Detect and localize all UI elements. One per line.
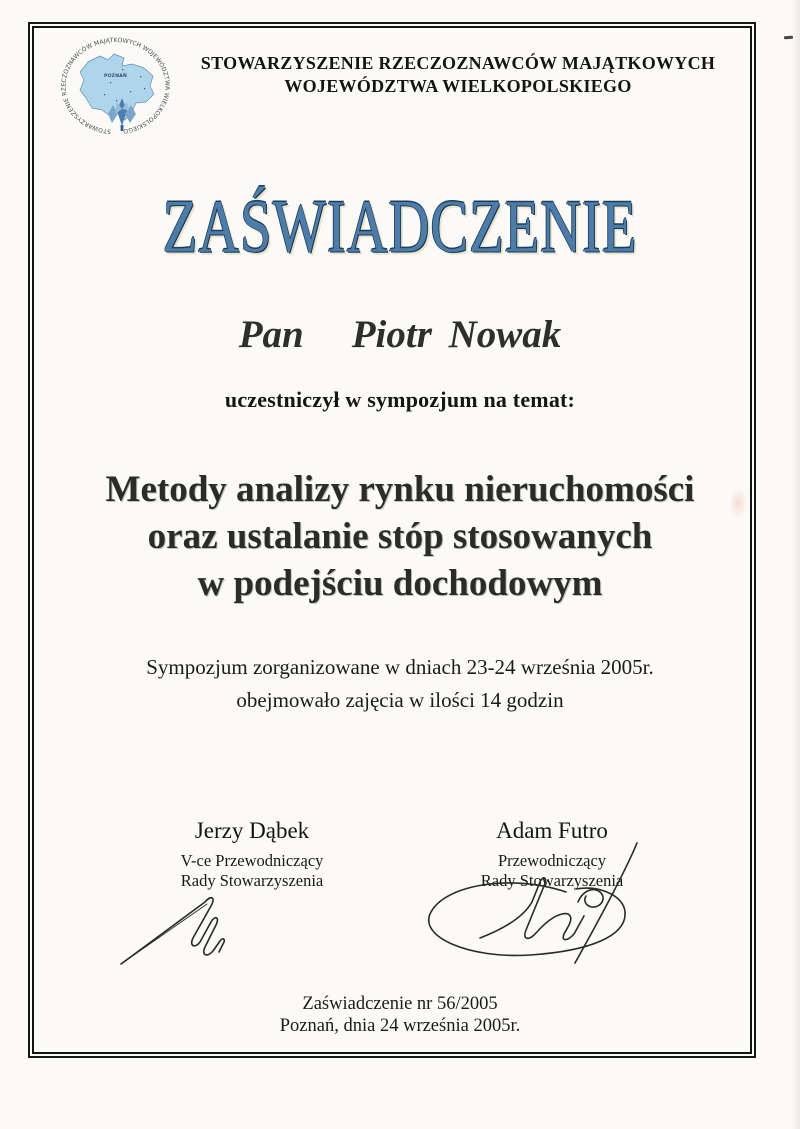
- symposium-details: [0, 651, 800, 717]
- map-label-poznan: POZNAŃ: [104, 74, 128, 79]
- organization-name-line1: STOWARZYSZENIE RZECZOZNAWCÓW MAJĄTKOWYCH: [200, 53, 716, 73]
- symposium-subject: [0, 466, 800, 607]
- certificate-title: ZAŚWIADCZENIE: [162, 185, 638, 269]
- signer-role-left-line2: Rady Stowarzyszenia: [180, 871, 324, 890]
- details-line1: Sympozjum zorganizowane w dniach 23-24 września 2005r.: [146, 655, 654, 679]
- certificate-number: Zaświadczenie nr 56/2005: [302, 994, 498, 1014]
- details-line2: obejmowało zajęcia w ilości 14 godzin: [236, 688, 564, 712]
- subject-line2: oraz ustalanie stóp stosowanych: [147, 516, 653, 557]
- subject-line3: w podejściu dochodowym: [197, 563, 603, 604]
- handwritten-signature-left: [116, 886, 251, 968]
- signer-name-right: Adam Futro: [496, 818, 608, 843]
- association-logo: [58, 36, 174, 136]
- handwritten-signature-right: [418, 840, 653, 970]
- recipient-salutation: Pan: [238, 313, 304, 356]
- subject-line1: Metody analizy rynku nieruchomości: [105, 469, 695, 510]
- recipient-line: [0, 312, 800, 357]
- scan-artifact-smudge: [729, 488, 747, 518]
- signature-block-left: [127, 818, 377, 891]
- signer-name-left: Jerzy Dąbek: [194, 818, 310, 843]
- logo-ring-text: STOWARZYSZENIE RZECZOZNAWCÓW MAJĄTKOWYCH WOJEWÓDZTWA WIELKOPOLSKIEGO: [60, 36, 171, 135]
- certificate-footer: [0, 993, 800, 1037]
- organization-name-line2: WOJEWÓDZTWA WIELKOPOLSKIEGO: [284, 76, 632, 96]
- certificate-place-date: Poznań, dnia 24 września 2005r.: [279, 1016, 521, 1036]
- intro-text: uczestniczył w sympozjum na temat:: [224, 387, 576, 412]
- recipient-name: Piotr Nowak: [351, 313, 562, 356]
- organization-name: [180, 52, 736, 98]
- signer-role-left-line1: V-ce Przewodniczący: [180, 851, 324, 870]
- scan-artifact-dash: [784, 36, 793, 40]
- signer-role-right-line1: Przewodniczący: [497, 851, 607, 870]
- signer-role-right-line2: Rady Stowarzyszenia: [480, 871, 624, 890]
